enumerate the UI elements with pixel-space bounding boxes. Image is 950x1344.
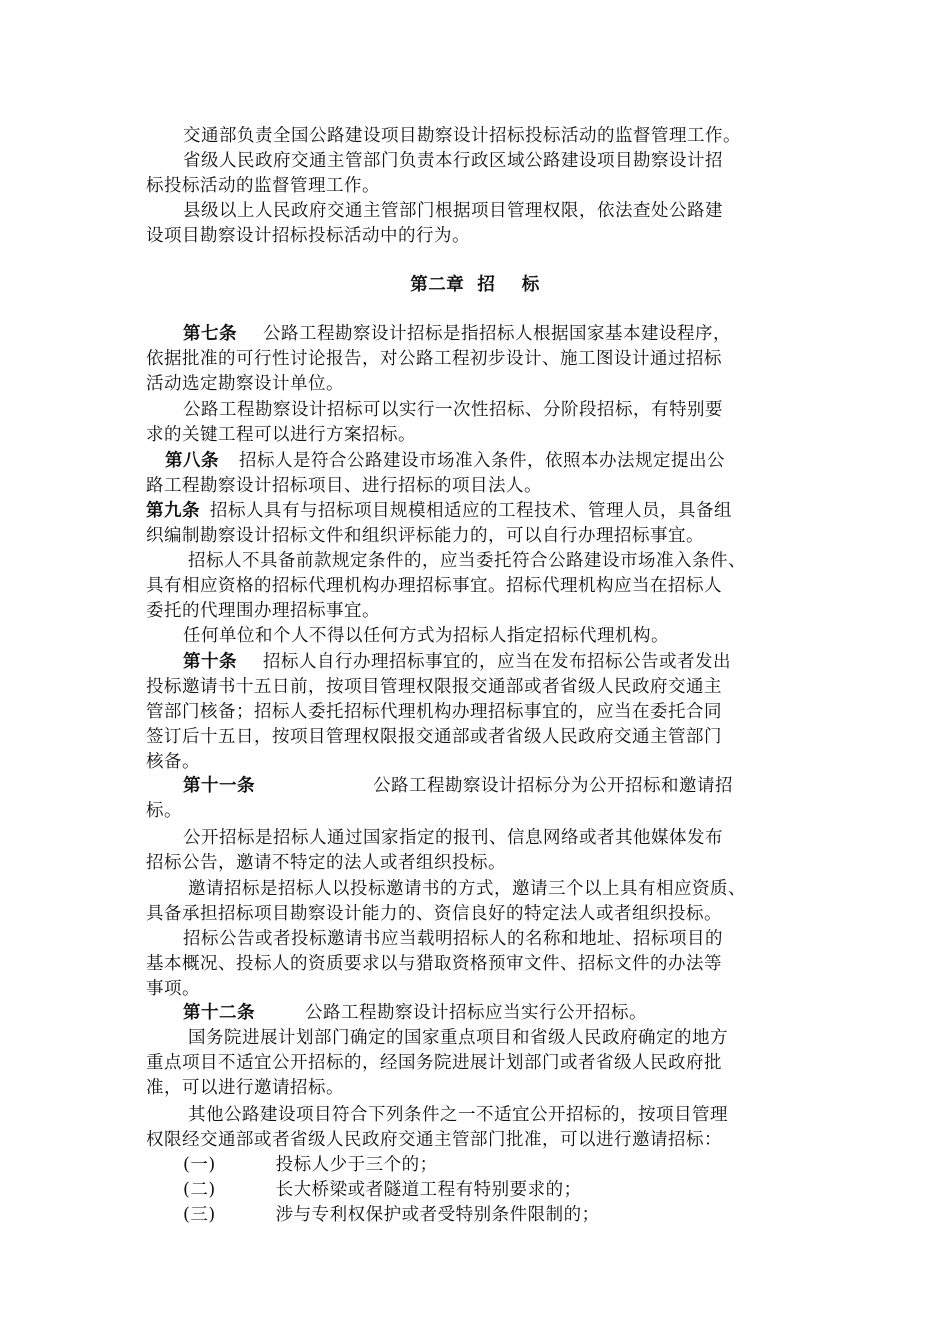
- article-11-paragraph-3-line-1: 邀请招标是招标人以投标邀请书的方式，邀请三个以上具有相应资质、: [188, 879, 746, 899]
- article-8-line-2: 路工程勘察设计招标项目、进行招标的项目法人。: [146, 476, 542, 496]
- intro-paragraph-2-line-2: 标投标活动的监督管理工作。: [146, 176, 380, 196]
- intro-paragraph-2-line-1: 省级人民政府交通主管部门负责本行政区域公路建设项目勘察设计招: [183, 151, 723, 171]
- article-11-paragraph-2-line-1: 公开招标是招标人通过国家指定的报刊、信息网络或者其他媒体发布: [183, 828, 723, 848]
- article-7-line-3: 活动选定勘察设计单位。: [146, 374, 344, 394]
- article-12-paragraph-3-line-2: 权限经交通部或者省级人民政府交通主管部门批准，可以进行邀请招标：: [146, 1130, 722, 1150]
- article-8-label: 第八条: [165, 451, 219, 471]
- article-8-line-1: [165, 449, 725, 473]
- list-item-text: 长大桥梁或者隧道工程有特别要求的；: [275, 1180, 582, 1200]
- article-7-paragraph-2-line-1: 公路工程勘察设计招标可以实行一次性招标、分阶段招标，有特别要: [183, 400, 723, 420]
- list-item: [183, 1203, 600, 1227]
- article-9-line-2: 织编制勘察设计招标文件和组织评标能力的，可以自行办理招标事宜。: [146, 526, 704, 546]
- list-item-text: 涉与专利权保护或者受特别条件限制的；: [275, 1205, 600, 1225]
- article-12-paragraph-2-line-1: 国务院进展计划部门确定的国家重点项目和省级人民政府确定的地方: [188, 1028, 728, 1048]
- article-11-text: 公路工程勘察设计招标分为公开招标和邀请招: [373, 776, 733, 796]
- article-10-line-5: 核备。: [146, 752, 200, 772]
- article-12-line-1: [183, 1001, 647, 1025]
- list-item-number: (一): [183, 1155, 216, 1175]
- article-10-line-2: 投标邀请书十五日前，按项目管理权限报交通部或者省级人民政府交通主: [146, 677, 722, 697]
- article-7-text: 公路工程勘察设计招标是指招标人根据国家基本建设程序，: [263, 324, 731, 344]
- intro-paragraph-1: 交通部负责全国公路建设项目勘察设计招标投标活动的监督管理工作。: [183, 126, 741, 146]
- article-12-paragraph-3-line-1: 其他公路建设项目符合下列条件之一不适宜公开招标的，按项目管理: [188, 1105, 728, 1125]
- article-11-paragraph-3-line-2: 具备承担招标项目勘察设计能力的、资信良好的特定法人或者组织投标。: [146, 904, 722, 924]
- article-8-text: 招标人是符合公路建设市场准入条件，依照本办法规定提出公: [239, 451, 725, 471]
- article-12-paragraph-2-line-3: 准，可以进行邀请招标。: [146, 1078, 344, 1098]
- article-11-paragraph-4-line-3: 事项。: [146, 979, 200, 999]
- article-12-paragraph-2-line-2: 重点项目不适宜公开招标的，经国务院进展计划部门或者省级人民政府批: [146, 1053, 722, 1073]
- article-10-line-3: 管部门核备；招标人委托招标代理机构办理招标事宜的，应当在委托合同: [146, 702, 722, 722]
- article-11-paragraph-4-line-2: 基本概况、投标人的资质要求以与猎取资格预审文件、招标文件的办法等: [146, 954, 722, 974]
- article-11-paragraph-4-line-1: 招标公告或者投标邀请书应当载明招标人的名称和地址、招标项目的: [183, 929, 723, 949]
- article-9-line-1: [146, 499, 732, 523]
- article-9-paragraph-2-line-2: 具有相应资格的招标代理机构办理招标事宜。招标代理机构应当在招标人: [146, 576, 722, 596]
- list-item: [183, 1153, 438, 1177]
- article-10-line-1: [183, 650, 731, 674]
- article-10-text: 招标人自行办理招标事宜的，应当在发布招标公告或者发出: [263, 652, 731, 672]
- article-11-line-1: [183, 774, 733, 798]
- article-9-paragraph-3: 任何单位和个人不得以任何方式为招标人指定招标代理机构。: [183, 626, 669, 646]
- intro-paragraph-3-line-2: 设项目勘察设计招标投标活动中的行为。: [146, 226, 470, 246]
- article-11-paragraph-2-line-2: 招标公告，邀请不特定的法人或者组织投标。: [146, 853, 506, 873]
- list-item-text: 投标人少于三个的；: [275, 1155, 438, 1175]
- article-7-line-2: 依据批准的可行性讨论报告，对公路工程初步设计、施工图设计通过招标: [146, 349, 722, 369]
- article-10-label: 第十条: [183, 652, 237, 672]
- intro-paragraph-3-line-1: 县级以上人民政府交通主管部门根据项目管理权限，依法查处公路建: [183, 201, 723, 221]
- article-11-label: 第十一条: [183, 776, 255, 796]
- article-7-label: 第七条: [183, 324, 237, 344]
- article-7-line-1: [183, 322, 731, 346]
- article-9-text: 招标人具有与招标项目规模相适应的工程技术、管理人员，具备组: [210, 501, 732, 521]
- list-item-number: (三): [183, 1205, 216, 1225]
- article-11-line-2: 标。: [146, 801, 182, 821]
- article-9-paragraph-2-line-1: 招标人不具备前款规定条件的，应当委托符合公路建设市场准入条件、: [188, 551, 746, 571]
- article-10-line-4: 签订后十五日，按项目管理权限报交通部或者省级人民政府交通主管部门: [146, 727, 722, 747]
- chapter-title: 第二章 招 标: [410, 275, 540, 295]
- article-7-paragraph-2-line-2: 求的关键工程可以进行方案招标。: [146, 425, 416, 445]
- article-9-paragraph-2-line-3: 委托的代理围办理招标事宜。: [146, 601, 380, 621]
- list-item: [183, 1178, 582, 1202]
- article-12-text: 公路工程勘察设计招标应当实行公开招标。: [305, 1003, 647, 1023]
- list-item-number: (二): [183, 1180, 216, 1200]
- article-12-label: 第十二条: [183, 1003, 255, 1023]
- article-9-label: 第九条: [146, 501, 200, 521]
